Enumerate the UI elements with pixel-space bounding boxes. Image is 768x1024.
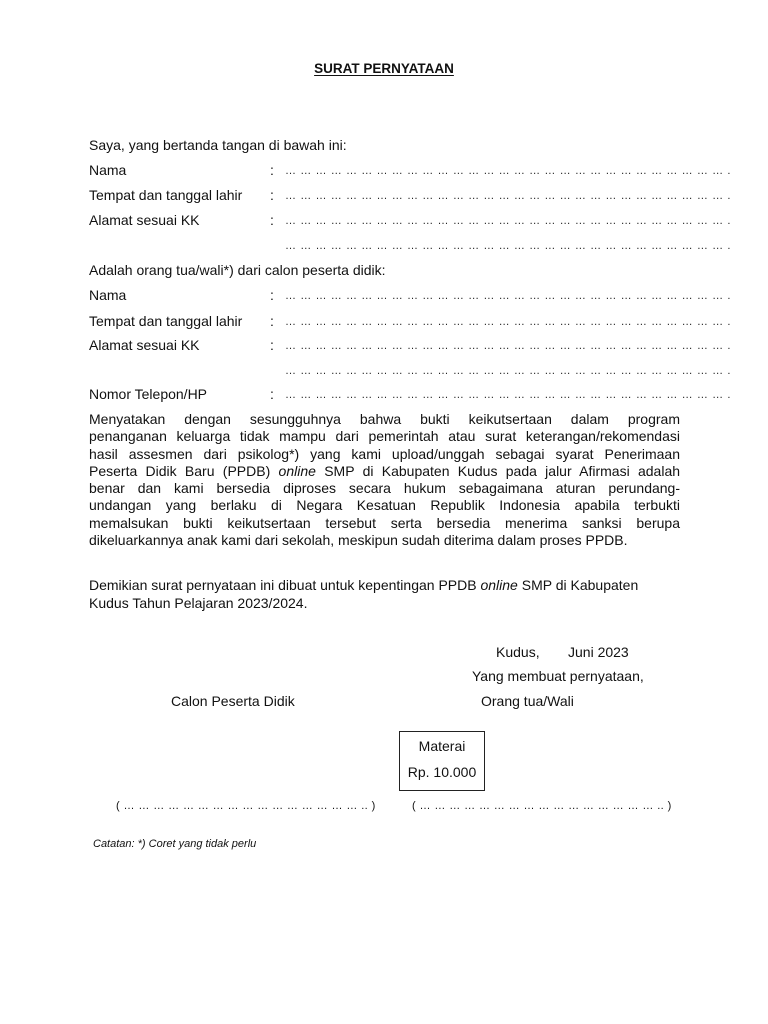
student-address-dots-2: … … … … … … … … … … … … … … … … … … … … … … … … … … … … … . xyxy=(285,365,732,377)
statement-line: dikeluarkannya anak kami dari sekolah, meskipun sudah diterima dalam proses PPDB. xyxy=(89,532,628,549)
statement-line: undangan yang berlaku di Negara Kesatuan Republik Indonesia apabila terbukti xyxy=(89,497,680,514)
right-signature-line: ( … … … … … … … … … … … … … … … … .. ) xyxy=(412,800,672,812)
parent-address-label: Alamat sesuai KK xyxy=(89,212,200,228)
materai-amount: Rp. 10.000 xyxy=(407,764,477,780)
parent-address-dots: … … … … … … … … … … … … … … … … … … … … … … … … … … … … … . xyxy=(285,215,732,227)
statement-line: penanganan keluarga tidak mampu dari pemerintah atau surat keterangan/rekomendasi xyxy=(89,428,680,445)
statement-line: hasil assesmen dari psikolog*) yang kami upload/unggah sebagai syarat Penerimaan xyxy=(89,445,680,462)
student-birth-label: Tempat dan tanggal lahir xyxy=(89,313,243,329)
closing-paragraph xyxy=(89,576,680,612)
statement-line: memalsukan bukti keikutsertaan tersebut serta bersedia menerima sanksi berupa xyxy=(89,514,680,531)
online-italic: online xyxy=(278,462,316,479)
student-birth-dots: … … … … … … … … … … … … … … … … … … … … … … … … … … … … … . xyxy=(285,316,732,328)
parent-address-colon: : xyxy=(270,212,274,228)
document-title: SURAT PERNYATAAN xyxy=(314,61,454,76)
parent-name-label: Nama xyxy=(89,162,127,178)
student-name-dots: … … … … … … … … … … … … … … … … … … … … … … … … … … … … … . xyxy=(285,290,732,302)
relation-text: Adalah orang tua/wali*) dari calon peserta didik: xyxy=(89,262,386,278)
parent-birth-label: Tempat dan tanggal lahir xyxy=(89,187,243,203)
student-birth-colon: : xyxy=(270,313,274,329)
statement-line: Peserta Didik Baru (PPDB) online SMP di Kabupaten Kudus pada jalur Afirmasi adalah xyxy=(89,462,681,479)
parent-birth-dots: … … … … … … … … … … … … … … … … … … … … … … … … … … … … … . xyxy=(285,190,732,202)
phone-colon: : xyxy=(270,386,274,402)
signature-maker: Yang membuat pernyataan, xyxy=(472,668,644,684)
phone-label: Nomor Telepon/HP xyxy=(89,386,208,402)
materai-box xyxy=(399,731,485,791)
footnote: Catatan: *) Coret yang tidak perlu xyxy=(93,838,257,850)
intro-text: Saya, yang bertanda tangan di bawah ini: xyxy=(89,137,347,153)
student-address-label: Alamat sesuai KK xyxy=(89,337,200,353)
right-role-label: Orang tua/Wali xyxy=(481,693,574,709)
student-name-label: Nama xyxy=(89,287,127,303)
student-name-colon: : xyxy=(270,287,274,303)
statement-paragraph xyxy=(89,411,680,549)
parent-name-dots: … … … … … … … … … … … … … … … … … … … … … … … … … … … … … . xyxy=(285,165,732,177)
student-address-colon: : xyxy=(270,337,274,353)
signature-date: Juni 2023 xyxy=(568,644,629,660)
left-role-label: Calon Peserta Didik xyxy=(171,693,295,709)
statement-line: benar dan kami bersedia diproses secara hukum sebagaimana aturan perundang- xyxy=(89,480,680,497)
parent-address-dots-2: … … … … … … … … … … … … … … … … … … … … … … … … … … … … … . xyxy=(285,240,732,252)
student-address-dots: … … … … … … … … … … … … … … … … … … … … … … … … … … … … … . xyxy=(285,340,732,352)
parent-birth-colon: : xyxy=(270,187,274,203)
closing-line-1: Demikian surat pernyataan ini dibuat untuk kepentingan PPDB online SMP di Kabupaten xyxy=(89,577,639,593)
left-signature-line: ( … … … … … … … … … … … … … … … … .. ) xyxy=(116,800,376,812)
statement-line: Menyatakan dengan sesungguhnya bahwa bukti keikutsertaan dalam program xyxy=(89,411,680,427)
materai-label: Materai xyxy=(418,738,466,754)
phone-dots: … … … … … … … … … … … … … … … … … … … … … … … … … … … … … . xyxy=(285,389,732,401)
parent-name-colon: : xyxy=(270,162,274,178)
closing-line-2: Kudus Tahun Pelajaran 2023/2024. xyxy=(89,595,308,611)
signature-place: Kudus, xyxy=(496,644,540,660)
